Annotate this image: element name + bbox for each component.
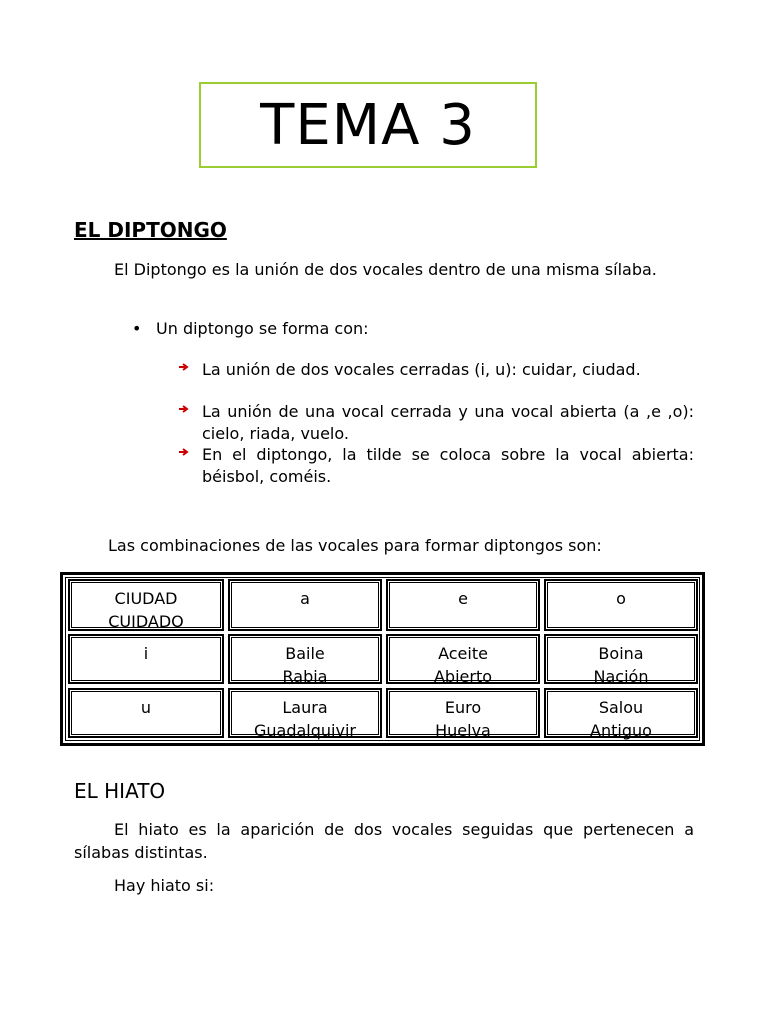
cell-text: Antiguo <box>590 721 652 740</box>
cell-text: Nación <box>593 667 649 686</box>
table-cell <box>387 580 539 630</box>
red-arrow-icon <box>178 361 190 373</box>
cell-text: o <box>616 589 626 608</box>
table-cell <box>229 689 381 740</box>
table-cell <box>545 689 697 740</box>
cell-text: Boina <box>598 644 644 663</box>
row-label: u <box>140 698 152 717</box>
list-item <box>178 444 694 488</box>
cell-text: Euro <box>444 698 482 717</box>
table-cell <box>387 635 539 686</box>
table-cell <box>545 635 697 686</box>
cell-text: Guadalquivir <box>254 721 356 740</box>
cell-text: Baile <box>285 644 325 663</box>
red-arrow-icon <box>178 446 190 458</box>
page-title: TEMA 3 <box>260 92 476 158</box>
hiato-condition: Hay hiato si: <box>114 876 215 895</box>
list-item-text: La unión de dos vocales cerradas (i, u): cuidar, ciudad. <box>202 360 641 379</box>
table-cell <box>387 689 539 740</box>
cell-text: CUIDADO <box>108 612 184 631</box>
row-label: i <box>143 644 149 663</box>
cell-text: Aceite <box>438 644 488 663</box>
hiato-definition: El hiato es la aparición de dos vocales seguidas que pertenecen a sílabas distintas. <box>74 820 694 862</box>
diptongo-definition: El Diptongo es la unión de dos vocales dentro de una misma sílaba. <box>114 260 657 279</box>
cell-text: e <box>458 589 468 608</box>
cell-text: Abierto <box>433 667 493 686</box>
diphthong-table <box>60 572 705 746</box>
hiato-heading: EL HIATO <box>74 779 166 803</box>
list-item-text: La unión de una vocal cerrada y una vocal abierta (a ,e ,o): cielo, riada, vuelo. <box>202 402 694 443</box>
table-cell <box>69 580 223 630</box>
cell-text: Huelva <box>435 721 491 740</box>
cell-text: Salou <box>598 698 644 717</box>
list-item <box>178 401 694 445</box>
bullet-text: Un diptongo se forma con: <box>156 319 369 338</box>
bullet-icon: • <box>132 319 142 338</box>
red-arrow-icon <box>178 403 190 415</box>
diptongo-heading: EL DIPTONGO <box>74 218 227 242</box>
title-box <box>199 82 537 168</box>
cell-text: Laura <box>282 698 328 717</box>
cell-text: CIUDAD <box>114 589 178 608</box>
combinations-intro: Las combinaciones de las vocales para formar diptongos son: <box>108 536 602 555</box>
table-cell <box>69 689 223 737</box>
list-item <box>178 359 694 381</box>
list-item-text: En el diptongo, la tilde se coloca sobre la vocal abierta: béisbol, coméis. <box>202 445 694 486</box>
bullet-item <box>132 319 369 339</box>
table-cell <box>69 635 223 683</box>
table-cell <box>229 580 381 630</box>
cell-text: Rabia <box>282 667 328 686</box>
cell-text: a <box>300 589 310 608</box>
table-cell <box>229 635 381 686</box>
table-cell <box>545 580 697 630</box>
